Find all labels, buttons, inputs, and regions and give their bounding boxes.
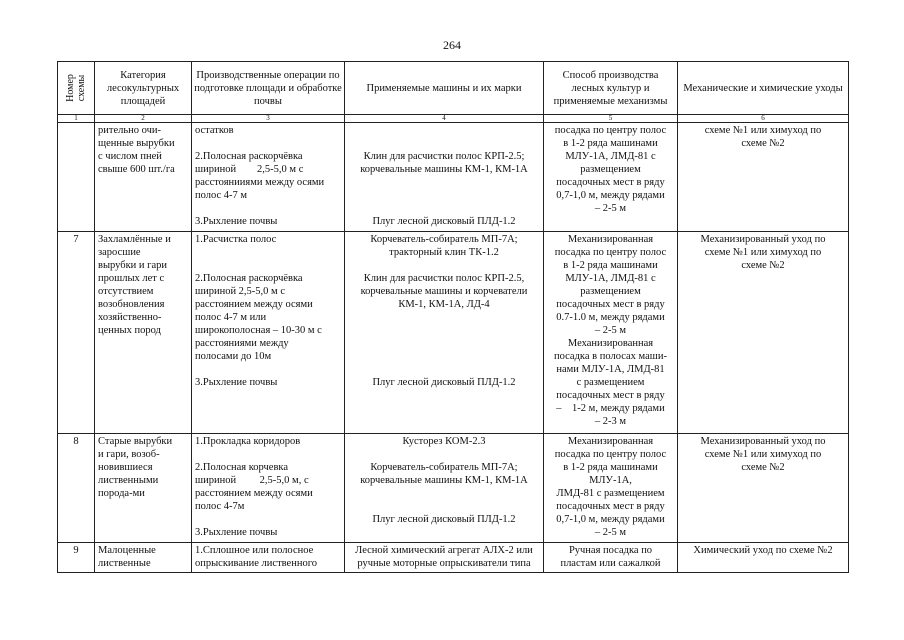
method-line: посадочных мест в ряду: [556, 501, 665, 512]
machine-line: Плуг лесной дисковый ПЛД-1.2: [372, 514, 516, 525]
header-row: [58, 62, 849, 115]
operation-line: полос 4-7м: [195, 501, 245, 512]
operation-line: расстоянииями между осями: [195, 177, 325, 188]
header-operations: Производственные операции по подготовке площади и обработке почвы: [192, 62, 345, 115]
machine-line: Корчеватель-собиратель МП-7А;: [370, 234, 518, 245]
operation-line: полосами до 10м: [195, 351, 272, 362]
method-line: посадка по центру полос: [554, 125, 667, 136]
operation-line: 1.Прокладка коридоров: [195, 436, 301, 447]
column-number: 3: [192, 115, 345, 123]
method-line: 0.7-1.0 м, между рядами: [556, 312, 665, 323]
header-method: Способ производства лесных культур и применяемые механизмы: [544, 62, 678, 115]
category-cell: [95, 232, 192, 434]
care-line: схеме №1 или химуход по: [704, 449, 822, 460]
header-scheme-number-line2: схемы: [76, 74, 87, 102]
care-cell: [678, 434, 849, 543]
care-line: Механизированный уход по: [700, 436, 826, 447]
category-cell: [95, 543, 192, 573]
header-category: Категория лесокультурных площадей: [95, 62, 192, 115]
column-number: 2: [95, 115, 192, 123]
category-line: свыше 600 шт./га: [98, 164, 175, 175]
category-line: рительно очи-: [98, 125, 162, 136]
machines-cell: [345, 543, 544, 573]
method-line: нами МЛУ-1А, ЛМД-81: [556, 364, 665, 375]
care-line: Механизированный уход по: [700, 234, 826, 245]
method-line: – 1-2 м, между рядами: [556, 403, 665, 414]
operation-line: 1.Расчистка полос: [195, 234, 277, 245]
category-cell: [95, 434, 192, 543]
operation-line: 2.Полосная раскорчёвка: [195, 273, 303, 284]
forest-culture-table: [57, 61, 849, 573]
machine-line: Клин для расчистки полос КРП-2.5;: [363, 151, 525, 162]
method-line: посадочных мест в ряду: [556, 177, 665, 188]
method-line: Ручная посадка по: [568, 545, 653, 556]
method-cell: [544, 232, 678, 434]
scheme-number-cell: 8: [58, 434, 95, 543]
machine-line: Клин для расчистки полос КРП-2.5,: [363, 273, 525, 284]
method-line: МЛУ-1А,: [589, 475, 632, 486]
header-scheme-number-line1: Номер: [65, 74, 76, 102]
method-cell: [544, 123, 678, 232]
machine-line: КМ-1, КМ-1А, ЛД-4: [398, 299, 490, 310]
method-line: посадка по центру полос: [554, 247, 667, 258]
care-line: схеме №2: [741, 462, 785, 473]
method-line: – 2-5 м: [594, 527, 627, 538]
operations-cell: [192, 232, 345, 434]
method-line: МЛУ-1А, ЛМД-81 с: [565, 151, 656, 162]
care-line: схеме №2: [741, 138, 785, 149]
operation-line: расстоянием между осями: [195, 488, 313, 499]
table-row: [58, 123, 849, 232]
method-line: – 2-5 м: [594, 325, 627, 336]
method-line: Механизированная: [567, 436, 654, 447]
operation-line: полос 4-7 м или: [195, 312, 267, 323]
column-number: 6: [678, 115, 849, 123]
category-line: новившиеся: [98, 462, 153, 473]
operation-line: 2.Полосная раскорчёвка: [195, 151, 303, 162]
method-cell: [544, 434, 678, 543]
machine-line: Кусторез КОМ-2.3: [402, 436, 486, 447]
operations-cell: [192, 123, 345, 232]
method-line: посадка в полосах маши-: [554, 351, 667, 362]
category-line: прошлых лет с: [98, 273, 165, 284]
operation-line: шириной 2,5-5,0 м с: [195, 164, 304, 175]
method-line: Механизированная: [567, 338, 654, 349]
category-line: ценных пород: [98, 325, 161, 336]
machine-line: корчевальные машины КМ-1, КМ-1А: [360, 164, 528, 175]
operation-line: шириной 2,5-5,0 м, с: [195, 475, 309, 486]
column-number-row: [58, 115, 849, 123]
category-line: отсутствием: [98, 286, 154, 297]
care-line: схеме №2: [741, 260, 785, 271]
category-line: Захламлённые и: [98, 234, 171, 245]
operation-line: полос 4-7 м: [195, 190, 248, 201]
care-cell: [678, 543, 849, 573]
page-number: 264: [443, 38, 461, 52]
category-line: щенные вырубки: [98, 138, 175, 149]
machines-cell: [345, 232, 544, 434]
care-line: схеме №1 или химуход по: [704, 247, 822, 258]
method-line: 0,7-1,0 м, между рядами: [556, 190, 665, 201]
header-machines: Применяемые машины и их марки: [345, 62, 544, 115]
machine-line: тракторный клин ТК-1.2: [389, 247, 499, 258]
method-line: размещением: [580, 164, 641, 175]
category-line: хозяйственно-: [98, 312, 162, 323]
method-line: 0,7-1,0 м, между рядами: [556, 514, 665, 525]
operation-line: 3.Рыхление почвы: [195, 216, 278, 227]
category-line: лиственные: [98, 558, 151, 569]
operations-cell: [192, 434, 345, 543]
machine-line: Плуг лесной дисковый ПЛД-1.2: [372, 216, 516, 227]
method-line: в 1-2 ряда машинами: [563, 462, 658, 473]
table-row: [58, 434, 849, 543]
operation-line: 3.Рыхление почвы: [195, 377, 278, 388]
machine-line: ручные моторные опрыскиватели типа: [357, 558, 531, 569]
care-line: схеме №1 или химуход по: [704, 125, 822, 136]
care-cell: [678, 123, 849, 232]
scheme-number-cell: 9: [58, 543, 95, 573]
method-line: Механизированная: [567, 234, 654, 245]
machines-cell: [345, 123, 544, 232]
method-line: в 1-2 ряда машинами: [563, 138, 658, 149]
method-line: – 2-3 м: [594, 416, 627, 427]
table-row: [58, 232, 849, 434]
method-line: посадка по центру полос: [554, 449, 667, 460]
method-line: посадочных мест в ряду: [556, 390, 665, 401]
operation-line: шириной 2,5-5,0 м с: [195, 286, 285, 297]
operation-line: 3.Рыхление почвы: [195, 527, 278, 538]
category-line: Старые вырубки: [98, 436, 173, 447]
scheme-number-cell: 7: [58, 232, 95, 434]
category-line: Малоценные: [98, 545, 156, 556]
column-number: 1: [58, 115, 95, 123]
method-line: размещением: [580, 286, 641, 297]
method-line: ЛМД-81 с размещением: [556, 488, 665, 499]
table-row: [58, 543, 849, 573]
machine-line: Плуг лесной дисковый ПЛД-1.2: [372, 377, 516, 388]
care-cell: [678, 232, 849, 434]
header-care: Механические и химические уходы: [678, 62, 849, 115]
operation-line: широкополосная – 10-30 м с: [195, 325, 322, 336]
category-line: вырубки и гари: [98, 260, 168, 271]
operation-line: расстояниями между: [195, 338, 289, 349]
machine-line: корчевальные машины КМ-1, КМ-1А: [360, 475, 528, 486]
method-line: посадочных мест в ряду: [556, 299, 665, 310]
operation-line: 1.Сплошное или полосное: [195, 545, 314, 556]
operation-line: расстоянием между осями: [195, 299, 313, 310]
column-number: 4: [345, 115, 544, 123]
method-line: пластам или сажалкой: [560, 558, 661, 569]
operation-line: опрыскивание лиственного: [195, 558, 318, 569]
category-line: заросшие: [98, 247, 141, 258]
method-line: с размещением: [576, 377, 645, 388]
machine-line: Лесной химический агрегат АЛХ-2 или: [355, 545, 533, 556]
column-number: 5: [544, 115, 678, 123]
method-line: МЛУ-1А, ЛМД-81 с: [565, 273, 656, 284]
operation-line: 2.Полосная корчевка: [195, 462, 289, 473]
method-cell: [544, 543, 678, 573]
category-line: порода-ми: [98, 488, 145, 499]
category-line: с числом пней: [98, 151, 162, 162]
header-scheme-number: [58, 62, 95, 115]
machine-line: Корчеватель-собиратель МП-7А;: [370, 462, 518, 473]
category-line: лиственными: [98, 475, 159, 486]
machines-cell: [345, 434, 544, 543]
scheme-number-cell: [58, 123, 95, 232]
method-line: – 2-5 м: [594, 203, 627, 214]
category-line: возобновления: [98, 299, 165, 310]
method-line: в 1-2 ряда машинами: [563, 260, 658, 271]
category-line: и гари, возоб-: [98, 449, 160, 460]
operation-line: остатков: [195, 125, 234, 136]
machine-line: корчевальные машины и корчеватели: [360, 286, 528, 297]
operations-cell: [192, 543, 345, 573]
category-cell: [95, 123, 192, 232]
care-line: Химический уход по схеме №2: [693, 545, 833, 556]
